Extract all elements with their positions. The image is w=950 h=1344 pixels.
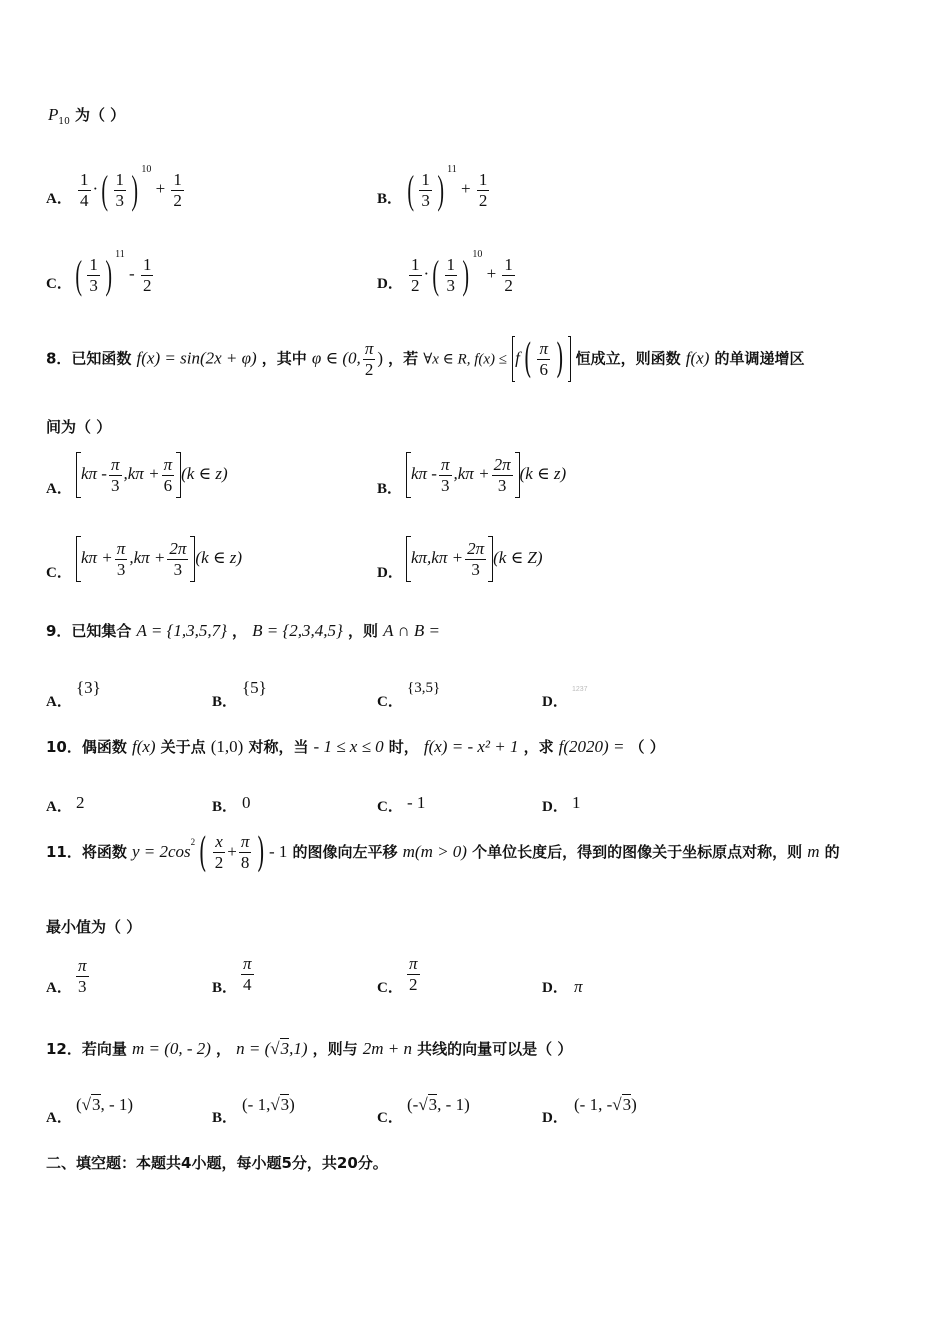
q9-set-a: A = {1,3,5,7} (136, 621, 227, 640)
q10-text-3: 时， (388, 738, 419, 756)
q11-option-a-label: A． (46, 980, 72, 996)
q11-number: 11．将函数 (46, 843, 127, 861)
q7-a-frac2: $\frac{1}{3}$ (115, 169, 124, 210)
q7-option-a: $\frac{1}{4}$ ·( $\frac{1}{3}$ ) $^{10}$ + $\frac{1}{2}$ (80, 164, 182, 213)
q10-point: (1,0) (210, 737, 244, 756)
q9-expression: A ∩ B = (383, 621, 441, 640)
q8-option-c: kπ + $\frac{\pi}{3}$ ,kπ + $\frac{2\pi}{3}$ (k ∈ z) (76, 536, 242, 582)
q7-option-c: ( $\frac{1}{3}$ ) $^{11}$ - $\frac{1}{2}$ (75, 249, 152, 298)
q9-option-b: {5} (242, 678, 267, 697)
q11-option-c-label: C． (377, 980, 403, 996)
q7-a-frac3: $\frac{1}{2}$ (173, 169, 182, 210)
q9-stem (46, 620, 440, 641)
q10-text-1: 关于点 (160, 738, 206, 756)
q8-stem-line2: 间为（ ） (46, 418, 112, 436)
q7-option-a-label: A． (46, 191, 72, 207)
q8-fx: f(x) (685, 348, 710, 368)
q12-option-a: (√3, - 1) (76, 1095, 134, 1114)
q11-option-d: π (574, 977, 583, 996)
section-2-heading: 二、填空题：本题共4小题，每小题5分，共20分。 (46, 1154, 388, 1172)
q10-range: - 1 ≤ x ≤ 0 (313, 737, 384, 756)
q7-stem-tail: 为（ ） (74, 106, 126, 124)
q11-text-1: 的图像向左平移 (292, 843, 398, 861)
q10-option-d-label: D． (542, 799, 568, 815)
q10-definition: f(x) = - x² + 1 (423, 737, 519, 756)
q12-stem (46, 1038, 572, 1059)
q12-expression: 2m + n (362, 1039, 413, 1058)
q8-condition: ∀x ∈ R, f(x) ≤ (423, 351, 507, 368)
q8-function: f(x) = sin(2x + φ) (136, 348, 257, 368)
q7-a-frac1: $\frac{1}{4}$ (80, 169, 89, 210)
q8-option-a-label: A． (46, 481, 72, 497)
q12-text-1: ，则与 (312, 1040, 358, 1058)
q11-y: y = 2cos (131, 842, 191, 861)
q10-stem (46, 736, 665, 757)
q11-option-b: $\frac{\pi}{4}$ (243, 954, 252, 994)
q12-option-c: (-√3, - 1) (407, 1095, 470, 1114)
q9-text-tail: ，则 (347, 622, 378, 640)
q11-option-b-label: B． (212, 980, 238, 996)
q9-option-c-label: C． (377, 694, 403, 710)
q11-option-a: $\frac{\pi}{3}$ (78, 956, 87, 996)
q8-text-tail2: 的单调递增区 (714, 349, 805, 368)
q10-text-2: 对称，当 (248, 738, 309, 756)
q12-comma: ， (216, 1040, 232, 1058)
q9-number: 9．已知集合 (46, 622, 132, 640)
q9-option-c: {3,5} (407, 680, 441, 696)
q10-option-c-label: C． (377, 799, 403, 815)
q10-option-d: 1 (572, 793, 581, 812)
q9-set-b: B = {2,3,4,5} (252, 621, 343, 640)
q9-comma: ， (232, 622, 248, 640)
q10-option-a: 2 (76, 793, 85, 812)
q8-option-b-label: B． (377, 481, 403, 497)
q9-option-a: {3} (76, 678, 101, 697)
q11-option-c: $\frac{\pi}{2}$ (409, 954, 418, 994)
q7-a-exponent: 10 (141, 164, 152, 175)
q12-option-c-label: C． (377, 1110, 403, 1126)
q7-p-subscript: 10 (58, 117, 70, 128)
q10-number: 10．偶函数 (46, 738, 127, 756)
q10-ask: f(2020) = (558, 737, 625, 756)
q12-vector-m: m = (0, - 2) (131, 1039, 211, 1058)
q12-option-d: (- 1, -√3) (574, 1095, 637, 1114)
q12-option-b-label: B． (212, 1110, 238, 1126)
q11-option-d-label: D． (542, 980, 568, 996)
q10-option-b: 0 (242, 793, 251, 812)
q8-option-a: kπ - $\frac{\pi}{3}$ ,kπ + $\frac{\pi}{6}$ (k ∈ z) (76, 452, 228, 498)
q7-option-b-label: B． (377, 191, 403, 207)
q11-m2: m (807, 842, 820, 861)
q9-option-d: 1237 (572, 686, 588, 693)
q11-stem-line2: 最小值为（ ） (46, 918, 142, 936)
q7-option-b: ( $\frac{1}{3}$ ) $^{11}$ + $\frac{1}{2}$ (407, 164, 488, 213)
q8-option-d-label: D． (377, 565, 403, 581)
q7-option-c-label: C． (46, 276, 72, 292)
q7-p-symbol: P (48, 105, 59, 124)
q10-text-4: ，求 (523, 738, 554, 756)
q12-vector-n: n = (√3,1) (236, 1039, 308, 1058)
q11-text-2: 个单位长度后，得到的图像关于坐标原点对称，则 (472, 843, 803, 861)
q11-text-3: 的 (824, 843, 840, 861)
q8-number: 8．已知函数 (46, 349, 132, 368)
q11-stem: 11．将函数 $y = 2\cos^2$( $\frac{x}{2}$ + $\frac{\pi}{8}$ ) - 1 的图像向左平移 m(m > 0) 个单位长度后，得到的图像关于坐标原点对称，则 m 的 (46, 829, 840, 876)
q7-option-d: $\frac{1}{2}$ ·( $\frac{1}{3}$ ) $^{10}$ + $\frac{1}{2}$ (411, 249, 513, 298)
q12-option-b: (- 1,√3) (242, 1095, 295, 1114)
q12-text-2: 共线的向量可以是（ ） (417, 1040, 573, 1058)
q10-fx: f(x) (131, 737, 156, 756)
q9-option-a-label: A． (46, 694, 72, 710)
q10-option-b-label: B． (212, 799, 238, 815)
q8-phi: φ ∈ (0, (311, 348, 361, 368)
q12-option-d-label: D． (542, 1110, 568, 1126)
q12-number: 12．若向量 (46, 1040, 127, 1058)
q9-option-d-label: D． (542, 694, 568, 710)
q8-text-tail: 恒成立，则函数 (575, 349, 681, 368)
q11-sup: 2 (190, 837, 196, 847)
q10-text-5: （ ） (629, 738, 665, 756)
q12-option-a-label: A． (46, 1110, 72, 1126)
q8-option-d: kπ,kπ + $\frac{2\pi}{3}$ (k ∈ Z) (406, 536, 543, 582)
q10-option-c: - 1 (407, 793, 426, 812)
q8-option-b: kπ - $\frac{\pi}{3}$ ,kπ + $\frac{2\pi}{3}$ (k ∈ z) (406, 452, 566, 498)
q8-text-mid: ，其中 (261, 349, 307, 368)
q11-minus1: - 1 (269, 842, 288, 861)
q8-text-ruo: ，若 (388, 349, 419, 368)
q11-m: m(m > 0) (402, 842, 467, 861)
q8-stem: 8．已知函数 f(x) = sin(2x + φ) ，其中 φ ∈ (0, $\frac{\pi}{2}$ ) ，若 ∀x ∈ R, f(x) ≤ f( $\frac{\pi}{6}$ ) 恒成立，则函数 f(x) 的单调递增区 (46, 336, 805, 382)
q7-option-d-label: D． (377, 276, 403, 292)
q7-tail (48, 104, 125, 127)
q9-option-b-label: B． (212, 694, 238, 710)
q8-option-c-label: C． (46, 565, 72, 581)
q10-option-a-label: A． (46, 799, 72, 815)
